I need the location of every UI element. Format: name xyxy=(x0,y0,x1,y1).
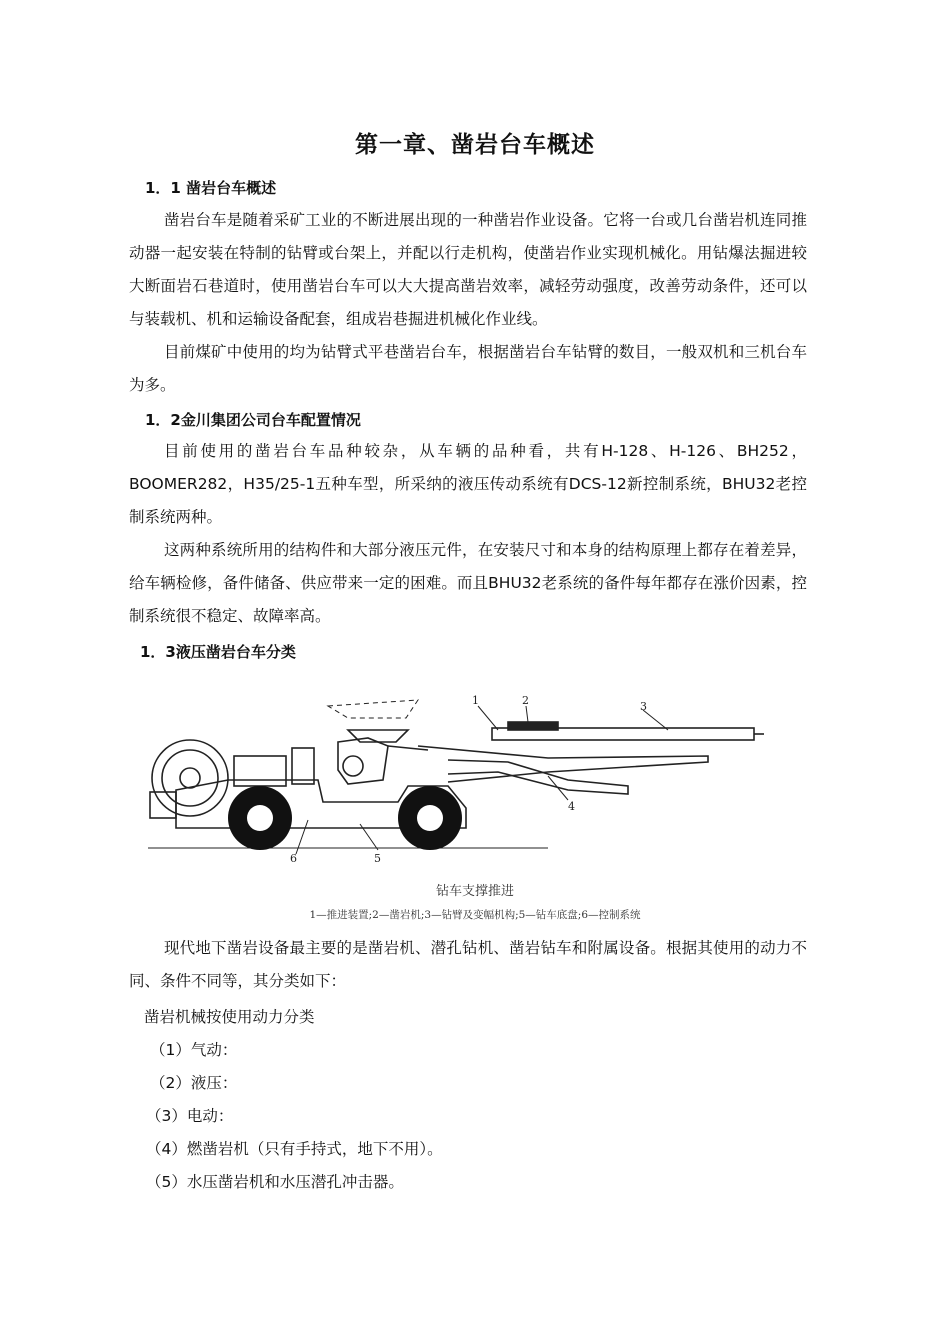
figure-legend: 1—推进装置;2—凿岩机;3—钻臂及变幅机构;5—钻车底盘;6—控制系统 xyxy=(309,909,641,921)
section-heading-1-1: 1．1 凿岩台车概述 xyxy=(145,179,277,197)
list-item: （4）燃凿岩机（只有手持式，地下不用）。 xyxy=(146,1140,443,1158)
figure-caption: 钻车支撑推进 xyxy=(435,884,514,899)
label-6: 6 xyxy=(290,852,297,865)
paragraph-1-2-b: 这两种系统所用的结构件和大部分液压元件，在安装尺寸和本身的结构原理上都存在着差异，给车辆检修，备件储备、供应带来一定的困难。而且BHU32老系统的备件每年都存在涨价因素，控制系统很不稳定、故障率高。 xyxy=(129,541,807,625)
paragraph-1-2-a: 目前使用的凿岩台车品种较杂，从车辆的品种看，共有H-128、H-126、BH252，BOOMER282，H35/25-1五种车型，所采纳的液压传动系统有DCS-12新控制系统，BHU32老控制系统两种。 xyxy=(129,442,807,526)
list-item: （3）电动： xyxy=(146,1107,234,1125)
list-item: （1）气动： xyxy=(150,1041,238,1059)
label-2: 2 xyxy=(522,694,529,707)
chapter-title: 第一章、凿岩台车概述 xyxy=(355,132,595,158)
label-5: 5 xyxy=(374,852,381,865)
paragraph-1-1-a: 凿岩台车是随着采矿工业的不断进展出现的一种凿岩作业设备。它将一台或几台凿岩机连同推动器一起安装在特制的钻臂或台架上，并配以行走机构，使凿岩作业实现机械化。用钻爆法掘进较大断面岩石巷道时，使用凿岩台车可以大大提高凿岩效率，减轻劳动强度，改善劳动条件，还可以与装载机、机和运输设备配套，组成岩巷掘进机械化作业线。 xyxy=(129,211,807,328)
drill-rig-diagram xyxy=(148,690,788,870)
list-title: 凿岩机械按使用动力分类 xyxy=(144,1008,315,1026)
label-3: 3 xyxy=(640,700,647,713)
paragraph-1-1-b: 目前煤矿中使用的均为钻臂式平巷凿岩台车，根据凿岩台车钻臂的数目，一般双机和三机台车为多。 xyxy=(129,343,807,394)
section-heading-1-3: 1．3液压凿岩台车分类 xyxy=(140,643,296,661)
label-1: 1 xyxy=(472,694,479,707)
list-item: （5）水压凿岩机和水压潜孔冲击器。 xyxy=(146,1173,404,1191)
list-item: （2）液压： xyxy=(150,1074,238,1092)
label-4: 4 xyxy=(568,800,575,813)
paragraph-1-3-a: 现代地下凿岩设备最主要的是凿岩机、潜孔钻机、凿岩钻车和附属设备。根据其使用的动力不同、条件不同等，其分类如下： xyxy=(129,939,807,990)
section-heading-1-2: 1．2金川集团公司台车配置情况 xyxy=(145,411,361,429)
